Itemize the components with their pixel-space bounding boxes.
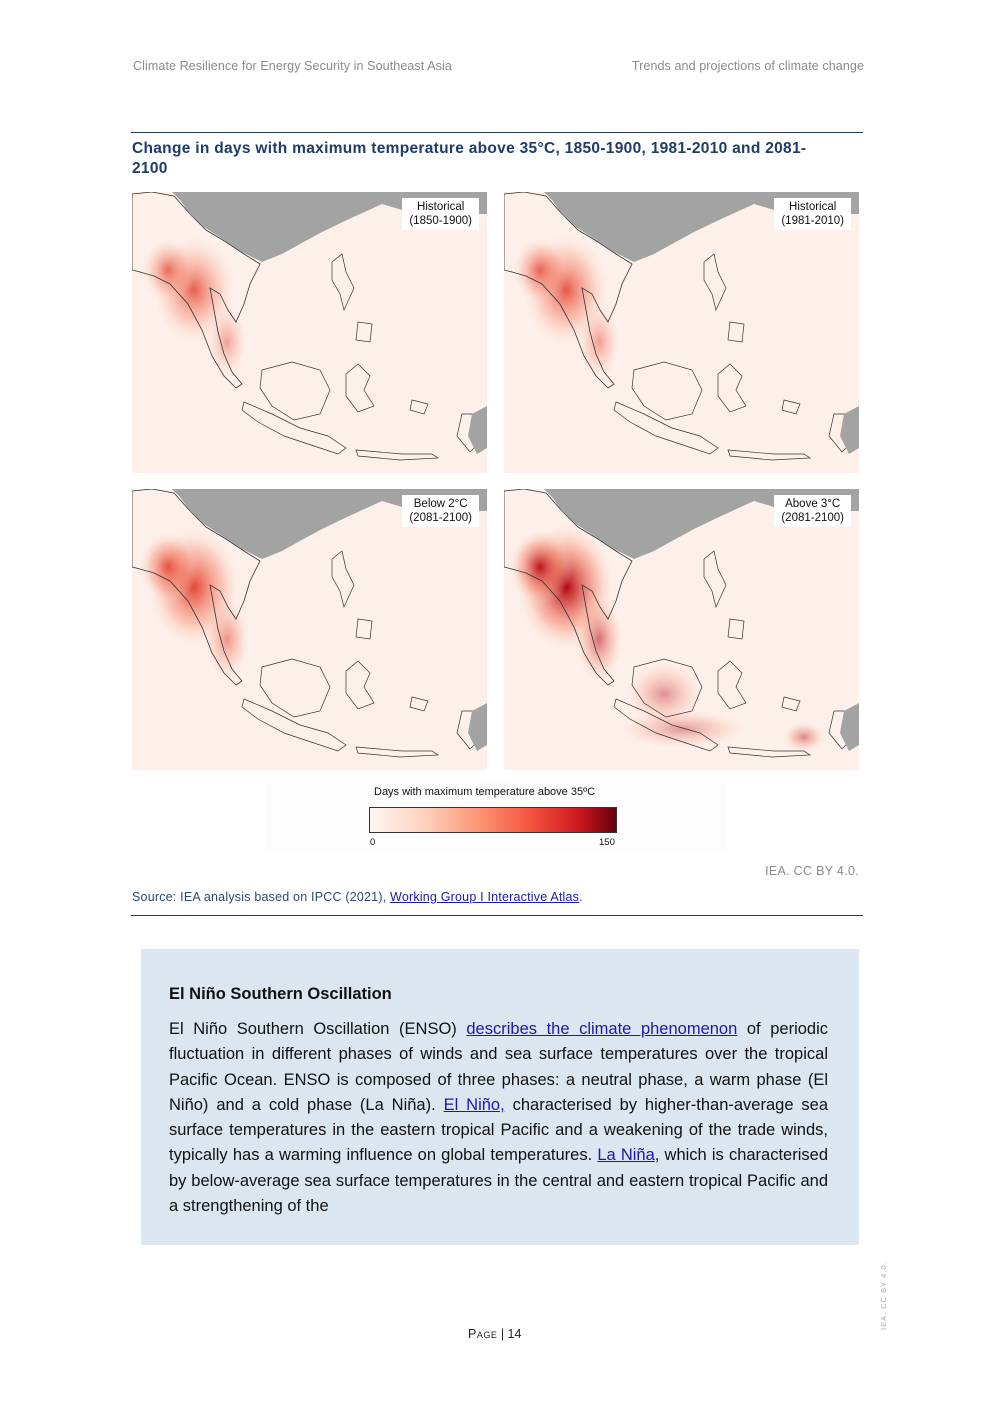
page-number: Page | 14: [468, 1327, 522, 1341]
map-image: [504, 489, 859, 770]
legend-min-label: 0: [370, 837, 376, 848]
legend-title: Days with maximum temperature above 35ºC: [374, 786, 596, 798]
info-box-title: El Niño Southern Oscillation: [169, 985, 392, 1003]
figure-source: Source: IEA analysis based on IPCC (2021), Working Group I Interactive Atlas.: [132, 890, 583, 904]
panel-label: Above 3°C (2081-2100): [774, 495, 851, 527]
figure-title: Change in days with maximum temperature above 35°C, 1850-1900, 1981-2010 and 2081-2100: [132, 140, 807, 177]
figure-top-rule: [131, 132, 863, 133]
map-panel-historical-1850-1900: [132, 192, 487, 473]
atlas-link[interactable]: Working Group I Interactive Atlas: [390, 890, 580, 904]
figure-credit: IEA. CC BY 4.0.: [765, 864, 859, 878]
panel-label: Historical (1981-2010): [774, 198, 851, 230]
map-image: [132, 489, 487, 770]
info-box-text: El Niño Southern Oscillation (ENSO) describes the climate phenomenon of periodic fluctuation in different phases of winds and sea surface temperatures over the tropical Pacific Ocean. ENSO is composed of three phases: a neutral phase, a warm phase (El Niño) and a cold phase (La Niña). El Niño, characterised by higher-than-average sea surface temperatures in the eastern tropical Pacific and a weakening of the trade winds, typically has a warming influence on global temperatures. La Niña, which is characterised by below-average sea surface temperatures in the central and eastern tropical Pacific and a strengthening of the: [169, 1020, 829, 1216]
map-image: [504, 192, 859, 473]
legend-max-label: 150: [599, 837, 615, 848]
map-panel-below-2c: [132, 489, 487, 770]
running-header-right: Trends and projections of climate change: [631, 59, 864, 73]
climate-phenomenon-link[interactable]: describes the climate phenomenon: [466, 1020, 738, 1038]
running-header-left: Climate Resilience for Energy Security in Southeast Asia: [133, 59, 452, 73]
side-credit: IEA. CC BY 4.0.: [879, 1261, 888, 1330]
panel-label: Below 2°C (2081-2100): [402, 495, 479, 527]
panel-label: Historical (1850-1900): [402, 198, 479, 230]
la-nina-link[interactable]: La Niña: [597, 1146, 655, 1165]
figure-bottom-rule: [131, 915, 863, 916]
map-panel-historical-1981-2010: [504, 192, 859, 473]
map-image: [132, 192, 487, 473]
map-panel-above-3c: [504, 489, 859, 770]
el-nino-link[interactable]: El Niño,: [443, 1095, 505, 1114]
legend-color-bar: [369, 807, 617, 833]
